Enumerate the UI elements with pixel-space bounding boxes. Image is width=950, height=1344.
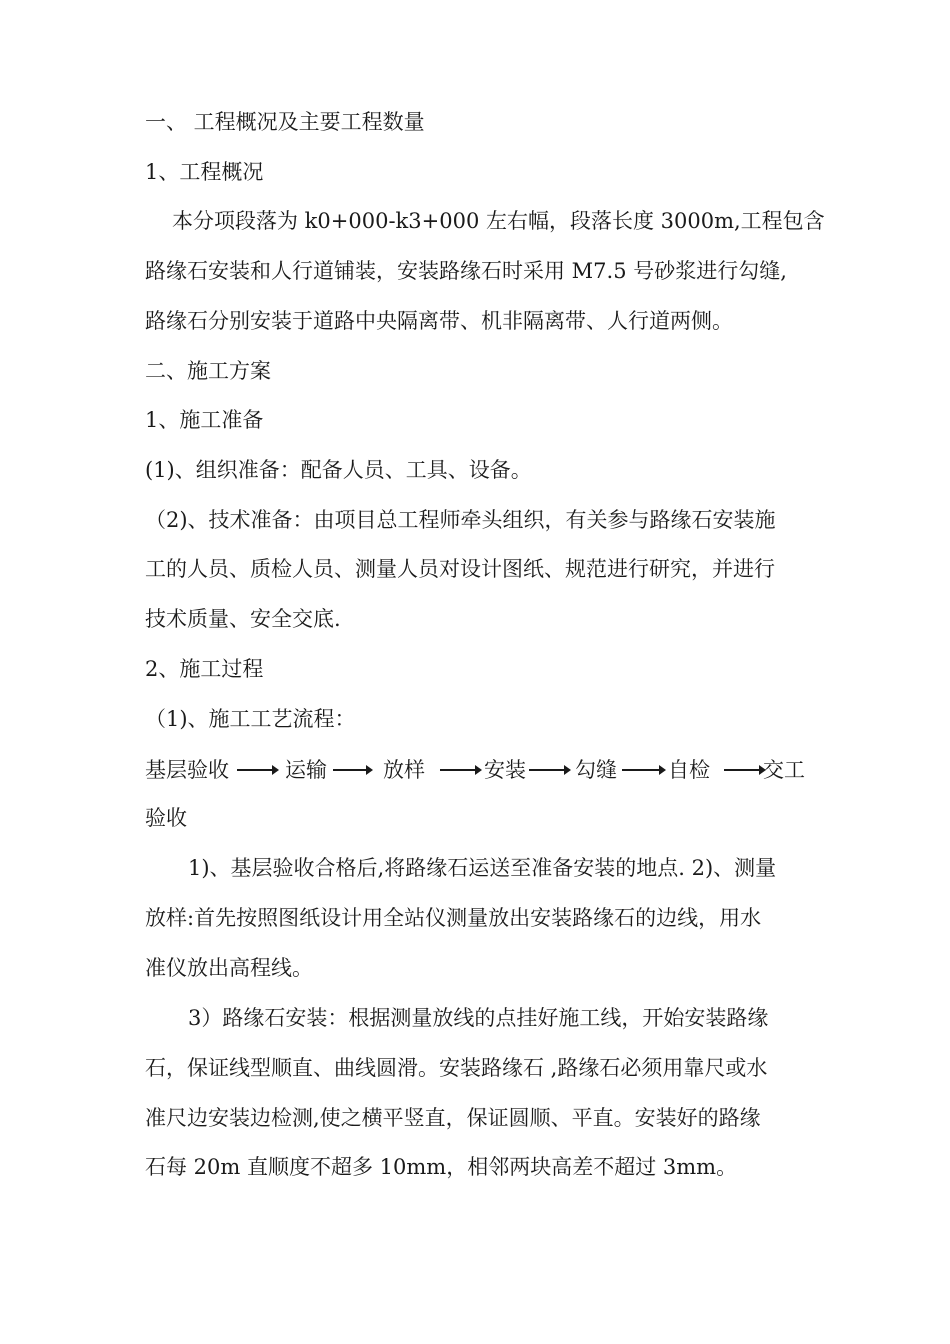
arrow-right-icon	[333, 769, 371, 771]
prep-item-2-line-1: （2)、技术准备：由项目总工程师牵头组织，有关参与路缘石安装施	[145, 508, 776, 532]
process-para-3-line-1: 3）路缘石安装：根据测量放线的点挂好施工线，开始安装路缘	[188, 1006, 769, 1030]
process-para-1-line-2: 放样:首先按照图纸设计用全站仪测量放出安装路缘石的边线，用水	[145, 906, 762, 930]
subheading-preparation: 1、施工准备	[145, 408, 264, 432]
process-flow	[145, 754, 825, 786]
arrow-right-icon	[440, 769, 480, 771]
subheading-process: 2、施工过程	[145, 657, 264, 681]
flow-step: 运输	[285, 758, 327, 782]
section-heading-plan: 二、施工方案	[145, 359, 271, 383]
flow-step: 安装	[484, 758, 526, 782]
process-para-3-line-2: 石，保证线型顺直、曲线圆滑。安装路缘石 ,路缘石必须用靠尺或水	[145, 1056, 768, 1080]
overview-line-3: 路缘石分别安装于道路中央隔离带、机非隔离带、人行道两侧。	[145, 309, 733, 333]
process-para-3-line-3: 准尺边安装边检测,使之横平竖直，保证圆顺、平直。安装好的路缘	[145, 1106, 761, 1130]
overview-line-2: 路缘石安装和人行道铺装，安装路缘石时采用 M7.5 号砂浆进行勾缝,	[145, 259, 787, 283]
arrow-right-icon	[529, 769, 569, 771]
flow-step: 基层验收	[145, 758, 229, 782]
section-heading-overview: 一、 工程概况及主要工程数量	[145, 110, 425, 134]
arrow-right-icon	[237, 769, 277, 771]
flow-step-tail: 验收	[145, 806, 187, 830]
subheading-overview: 1、工程概况	[145, 160, 264, 184]
flow-step: 交工	[763, 758, 805, 782]
process-para-1-line-3: 准仪放出高程线。	[145, 956, 313, 980]
arrow-right-icon	[724, 769, 764, 771]
prep-item-2-line-2: 工的人员、质检人员、测量人员对设计图纸、规范进行研究，并进行	[145, 557, 775, 581]
flow-heading: （1)、施工工艺流程：	[145, 707, 356, 731]
prep-item-1: (1)、组织准备：配备人员、工具、设备。	[145, 458, 532, 482]
arrow-right-icon	[622, 769, 664, 771]
flow-step: 自检	[668, 758, 710, 782]
prep-item-2-line-3: 技术质量、安全交底.	[145, 607, 341, 631]
process-para-1-line-1: 1)、基层验收合格后,将路缘石运送至准备安装的地点. 2)、测量	[188, 856, 777, 880]
overview-line-1: 本分项段落为 k0+000-k3+000 左右幅，段落长度 3000m,工程包含	[172, 209, 825, 233]
flow-step: 放样	[383, 758, 425, 782]
flow-step: 勾缝	[575, 758, 617, 782]
process-para-3-line-4: 石每 20m 直顺度不超多 10mm，相邻两块高差不超过 3mm。	[145, 1155, 738, 1179]
